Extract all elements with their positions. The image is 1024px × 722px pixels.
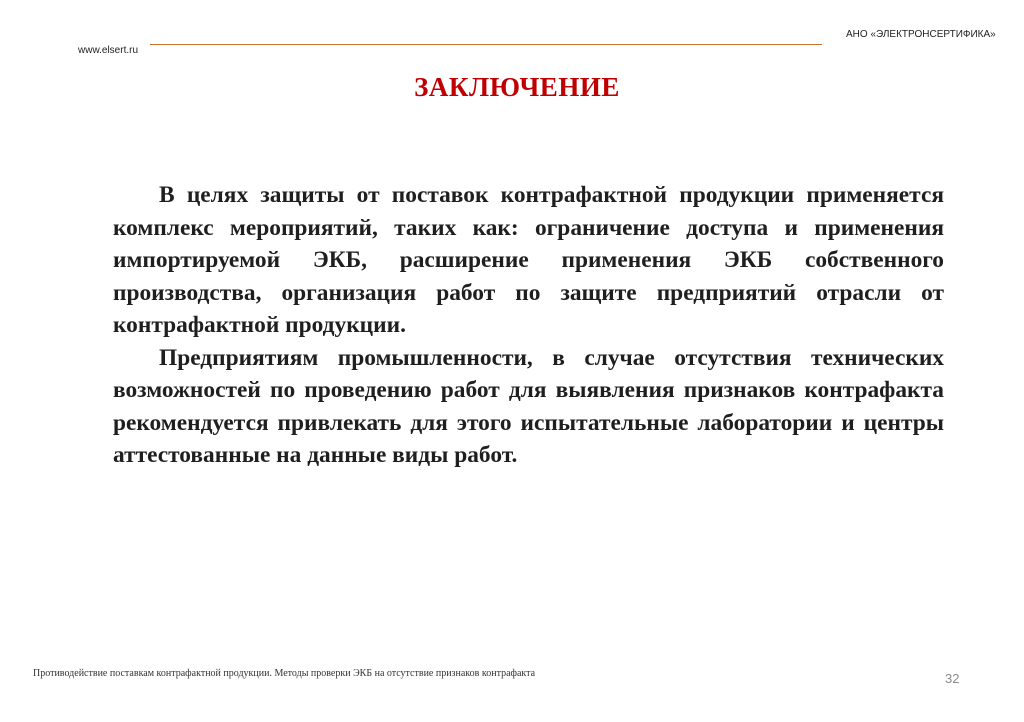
slide-title: ЗАКЛЮЧЕНИЕ [414, 72, 620, 102]
header-divider [150, 44, 822, 45]
footer-caption: Противодействие поставкам контрафактной продукции. Методы проверки ЭКБ на отсутствие признаков контрафакта [33, 668, 536, 679]
organization-name: АНО «ЭЛЕКТРОНСЕРТИФИКА» [846, 29, 996, 40]
page-number: 32 [945, 671, 960, 686]
slide-body [113, 179, 944, 472]
body-paragraph-2: Предприятиям промышленности, в случае отсутствия технических возможностей по проведению работ для выявления признаков контрафакта рекомендуется привлекать для этого испытательные лаборатории и центры аттестованные на данные виды работ. [113, 344, 944, 468]
body-paragraph-1: В целях защиты от поставок контрафактной продукции применяется комплекс мероприятий, таких как: ограничение доступа и применения импортируемой ЭКБ, расширение применения ЭКБ собственного производства, организация работ по защите предприятий отрасли от контрафактной продукции. [113, 182, 944, 338]
website-url: www.elsert.ru [78, 45, 139, 56]
